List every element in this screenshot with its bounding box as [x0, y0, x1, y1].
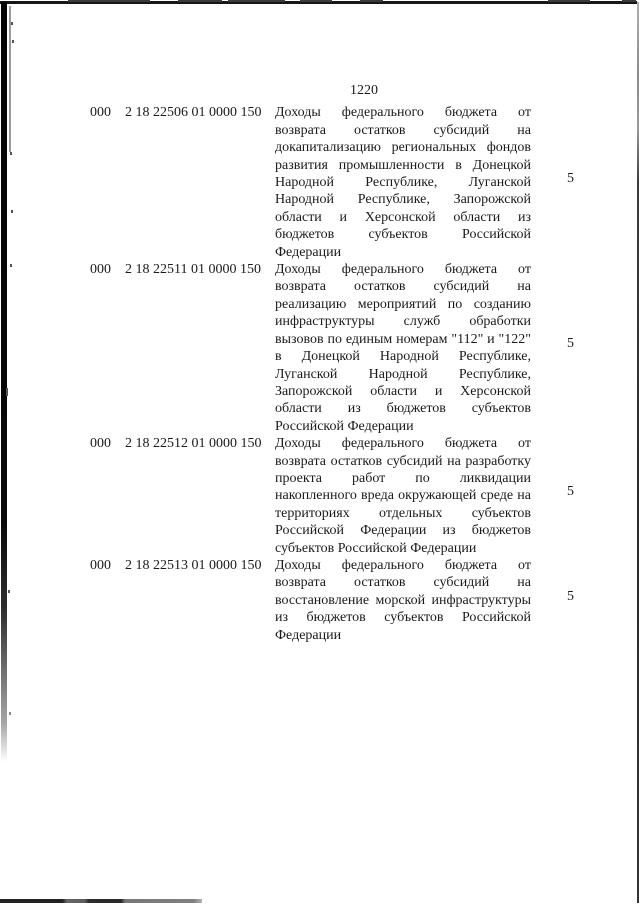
- classification-code-cell: 2 18 22512 01 0000 150: [125, 436, 262, 452]
- table-row: [0, 261, 640, 435]
- classification-code-cell: 2 18 22511 01 0000 150: [125, 262, 261, 278]
- note-cell: 5: [567, 588, 574, 604]
- table-row: [0, 557, 640, 644]
- description-cell: Доходы федерального бюджета от возврата остатков субсидий на докапитализацию региональных фондов развития промышленности в Донецкой Народной Республике, Луганской Народной Республике, Запорожской области и Херсонской области из бюджетов субъектов Российской Федерации: [275, 105, 531, 260]
- classification-code-cell: 2 18 22506 01 0000 150: [125, 105, 262, 121]
- description-cell: Доходы федерального бюджета от возврата остатков субсидий на реализацию мероприятий по созданию инфраструктуры служб обработки вызовов по единым номерам "112" и "122" в Донецкой Народной Республике, Луганской Народной Республике, Запорожской области и Херсонской области из бюджетов субъектов Российской Федерации: [275, 262, 531, 434]
- note-cell: 5: [567, 484, 574, 500]
- classification-code-cell: 2 18 22513 01 0000 150: [125, 557, 262, 573]
- table-row: [0, 435, 640, 557]
- note-cell: 5: [567, 171, 574, 187]
- admin-code-cell: 000: [90, 557, 111, 573]
- scan-speck: [9, 712, 11, 715]
- page-number: 1220: [350, 83, 378, 98]
- note-cell: 5: [567, 336, 574, 352]
- description-cell: Доходы федерального бюджета от возврата остатков субсидий на разработку проекта работ по ликвидации накопленного вреда окружающей среде на территориях отдельных субъектов Российской Федерации из бюджетов субъектов Российской Федерации: [275, 436, 531, 556]
- table-row: [0, 104, 640, 261]
- admin-code-cell: 000: [90, 105, 111, 121]
- admin-code-cell: 000: [90, 262, 111, 278]
- description-cell: Доходы федерального бюджета от возврата остатков субсидий на восстановление морской инфраструктуры из бюджетов субъектов Российской Федерации: [275, 557, 531, 643]
- admin-code-cell: 000: [90, 436, 111, 452]
- scan-edge-bottom: [0, 899, 202, 903]
